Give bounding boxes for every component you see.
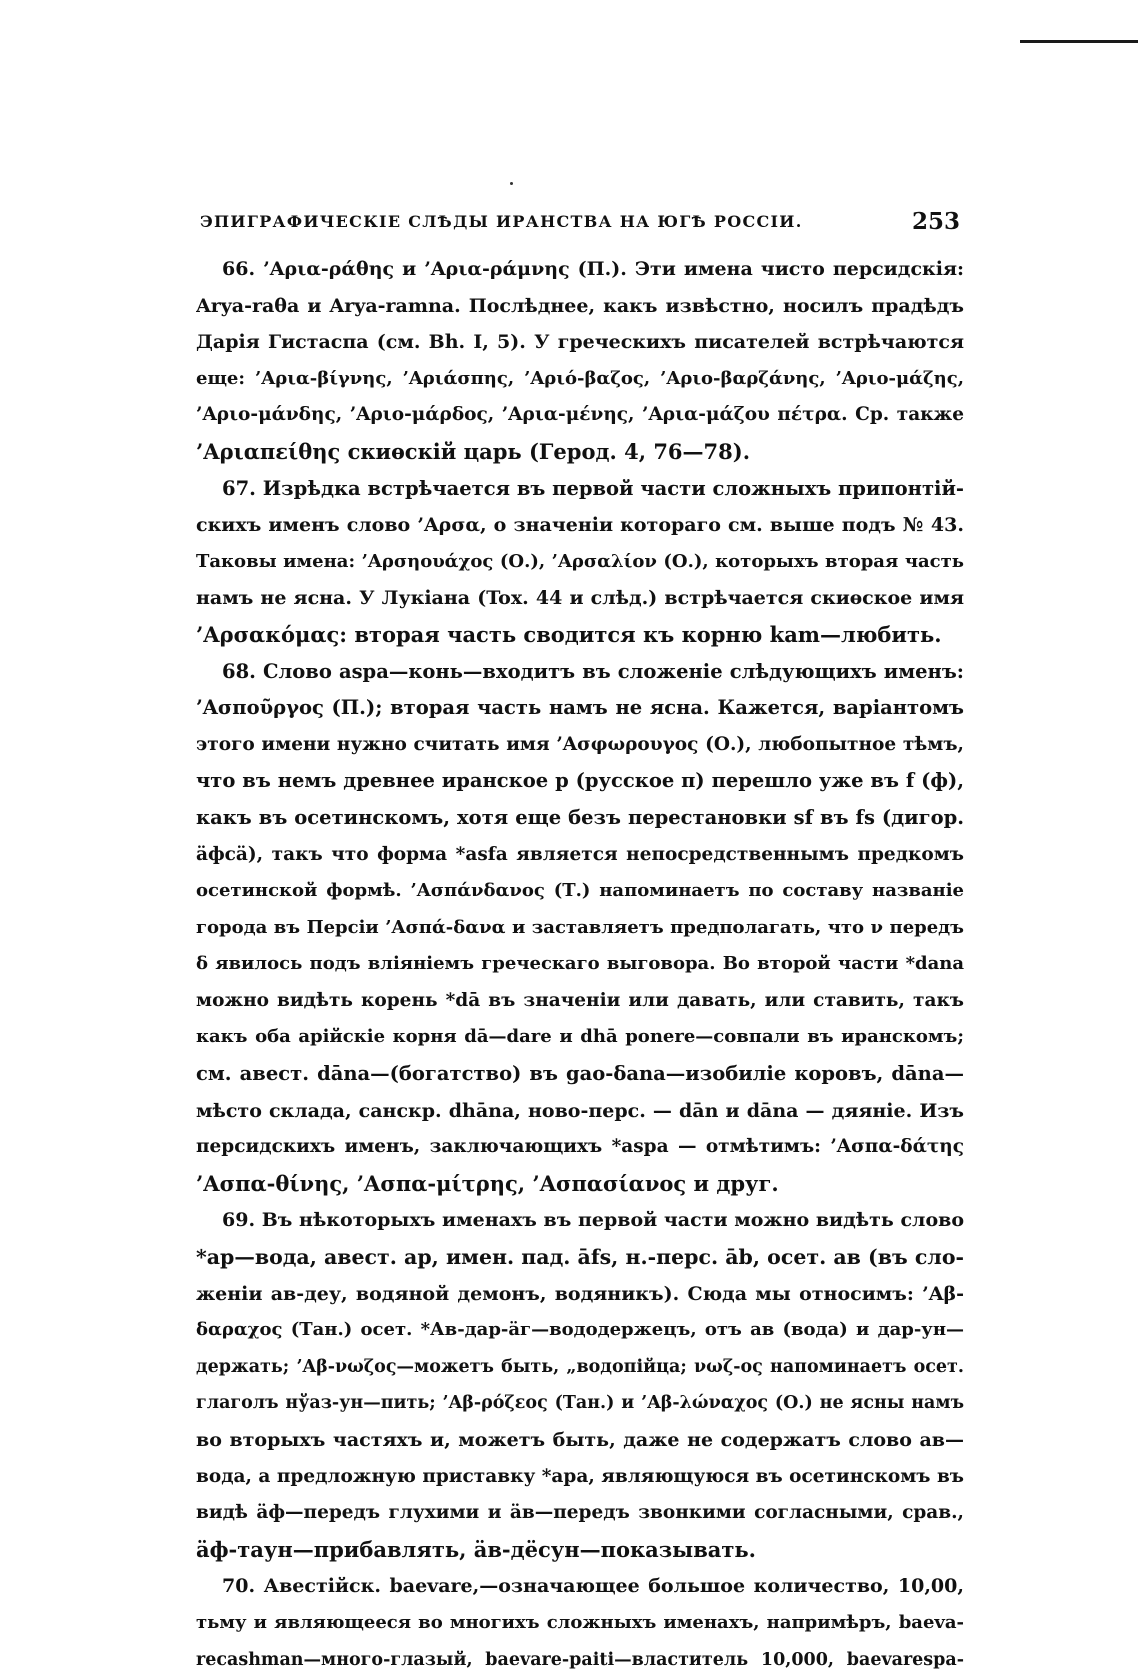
text-line: персидскихъ именъ, заключающихъ *aspa — отмѣтимъ: ’Ασπα-δάτης — [196, 1136, 964, 1158]
text-line: 70. Авестійск. baevare,—означающее большое количество, 10,00, — [222, 1575, 964, 1598]
text-line: намъ не ясна. У Лукіана (Tox. 44 и слѣд.) встрѣчается скиѳское имя — [196, 587, 964, 610]
text-line: 66. ’Αρια-ράθης и ’Αρια-ράμνης (П.). Эти имена чисто персидскія: — [222, 258, 964, 280]
text-line: ’Ασποῦργος (П.); вторая часть намъ не ясна. Кажется, варіантомъ — [196, 696, 964, 720]
text-line: *ap—вода, авест. ap, имен. пад. āfs, н.-перс. āb, осет. ав (въ сло- — [196, 1245, 964, 1270]
text-line: 68. Слово aspa—конь—входитъ въ сложеніе слѣдующихъ именъ: — [222, 659, 964, 683]
text-line: δαραχος (Тан.) осет. *Ав-дар-äг—вододержецъ, отъ ав (вода) и дар-ун— — [196, 1319, 964, 1341]
text-line: ’Αριο-μάνδης, ’Αριο-μάρδος, ’Αρια-μένης, ’Αρια-μάζου πέτρα. Ср. также — [196, 404, 964, 426]
text-line: тьму и являющееся во многихъ сложныхъ именахъ, напримѣръ, baeva- — [196, 1611, 964, 1633]
text-line: держать; ’Αβ-νωζος—можетъ быть, „водопійца; νωζ-ος напоминаетъ осет. — [196, 1356, 964, 1377]
text-line: какъ въ осетинскомъ, хотя еще безъ перестановки sf въ fs (дигор. — [196, 805, 964, 829]
text-line: города въ Персіи ’Ασπά-δανα и заставляетъ предполагать, что ν передъ — [196, 916, 964, 938]
top-edge-rule — [1020, 40, 1138, 43]
text-line: какъ оба арійскіе корня dā—dare и dhā ponere—совпали въ иранскомъ; — [196, 1026, 964, 1048]
text-line: ’Αριαπείθης скиѳскій царь (Герод. 4, 76—78). — [196, 438, 751, 464]
text-line: женіи ав-деу, водяной демонъ, водяникъ). Сюда мы относимъ: ’Αβ- — [196, 1282, 964, 1305]
text-line: δ явилось подъ вліяніемъ греческаго выговора. Во второй части *dana — [196, 953, 964, 975]
text-line: 67. Изрѣдка встрѣчается въ первой части сложныхъ припонтій- — [222, 476, 964, 500]
text-line: мѣсто склада, санскр. dhāna, ново-перс. — dān и dāna — дяяніе. Изъ — [196, 1099, 964, 1122]
text-line: видѣ äф—передъ глухими и äв—передъ звонкими согласными, срав., — [196, 1502, 964, 1524]
text-line: Дарія Гистаспа (см. Bh. I, 5). У греческихъ писателей встрѣчаются — [196, 331, 964, 354]
text-line: 69. Въ нѣкоторыхъ именахъ въ первой части можно видѣть слово — [222, 1209, 964, 1232]
text-line: этого имени нужно считать имя ’Ασφωρουγος (О.), любопытное тѣмъ, — [196, 733, 964, 755]
body-text — [196, 251, 964, 1678]
text-line: ’Αρσακόμας: вторая часть сводится къ корню kam—любить. — [196, 621, 942, 647]
text-line: во вторыхъ частяхъ и, можетъ быть, даже не содержатъ слово ав— — [196, 1429, 964, 1451]
text-line: еще: ’Αρια-βίγνης, ’Αριάσπης, ’Αριό-βαζος, ’Αριο-βαρζάνης, ’Αριο-μάζης, — [196, 367, 964, 389]
running-title: ЭПИГРАФИЧЕСКІЕ СЛѢДЫ ИРАНСТВА НА ЮГѢ РОССІИ. — [200, 212, 803, 231]
text-line: скихъ именъ слово ’Αρσα, о значеніи котораго см. выше подъ № 43. — [196, 514, 964, 537]
text-line: recashman—много-глазый, baevare-paiti—властитель 10,000, baevarespa- — [196, 1649, 964, 1670]
text-line: äфсä), такъ что форма *asfa является непосредственнымъ предкомъ — [196, 843, 964, 865]
text-line: что въ немъ древнее иранское p (русское п) перешло уже въ f (ф), — [196, 769, 964, 793]
text-line: Таковы имена: ’Αρσηουάχος (О.), ’Αρσαλίον (О.), которыхъ вторая часть — [196, 550, 964, 572]
text-line: Arya-raθa и Arya-ramna. Послѣднее, какъ извѣстно, носилъ прадѣдъ — [196, 294, 964, 317]
page-number: 253 — [911, 208, 960, 235]
text-line: осетинской формѣ. ’Ασπάνδανος (Т.) напоминаетъ по составу названіе — [196, 880, 964, 902]
text-line: вода, а предложную приставку *apa, являющуюся въ осетинскомъ въ — [196, 1465, 964, 1487]
running-head — [200, 208, 960, 238]
print-speck — [510, 182, 513, 185]
text-line: см. авест. dāna—(богатство) въ gao-δana—изобиліе коровъ, dāna— — [196, 1062, 964, 1086]
text-line: äф-таун—прибавлять, äв-дëсун—показывать. — [196, 1536, 756, 1562]
text-line: глаголъ нўаз-ун—пить; ’Αβ-ρόζεος (Тан.) и ’Αβ-λώναχος (О.) не ясны намъ — [196, 1393, 964, 1414]
text-line: можно видѣть корень *dā въ значеніи или давать, или ставить, такъ — [196, 989, 964, 1011]
text-line: ’Ασπα-θίνης, ’Ασπα-μίτρης, ’Ασπασίανος и друг. — [196, 1170, 779, 1196]
